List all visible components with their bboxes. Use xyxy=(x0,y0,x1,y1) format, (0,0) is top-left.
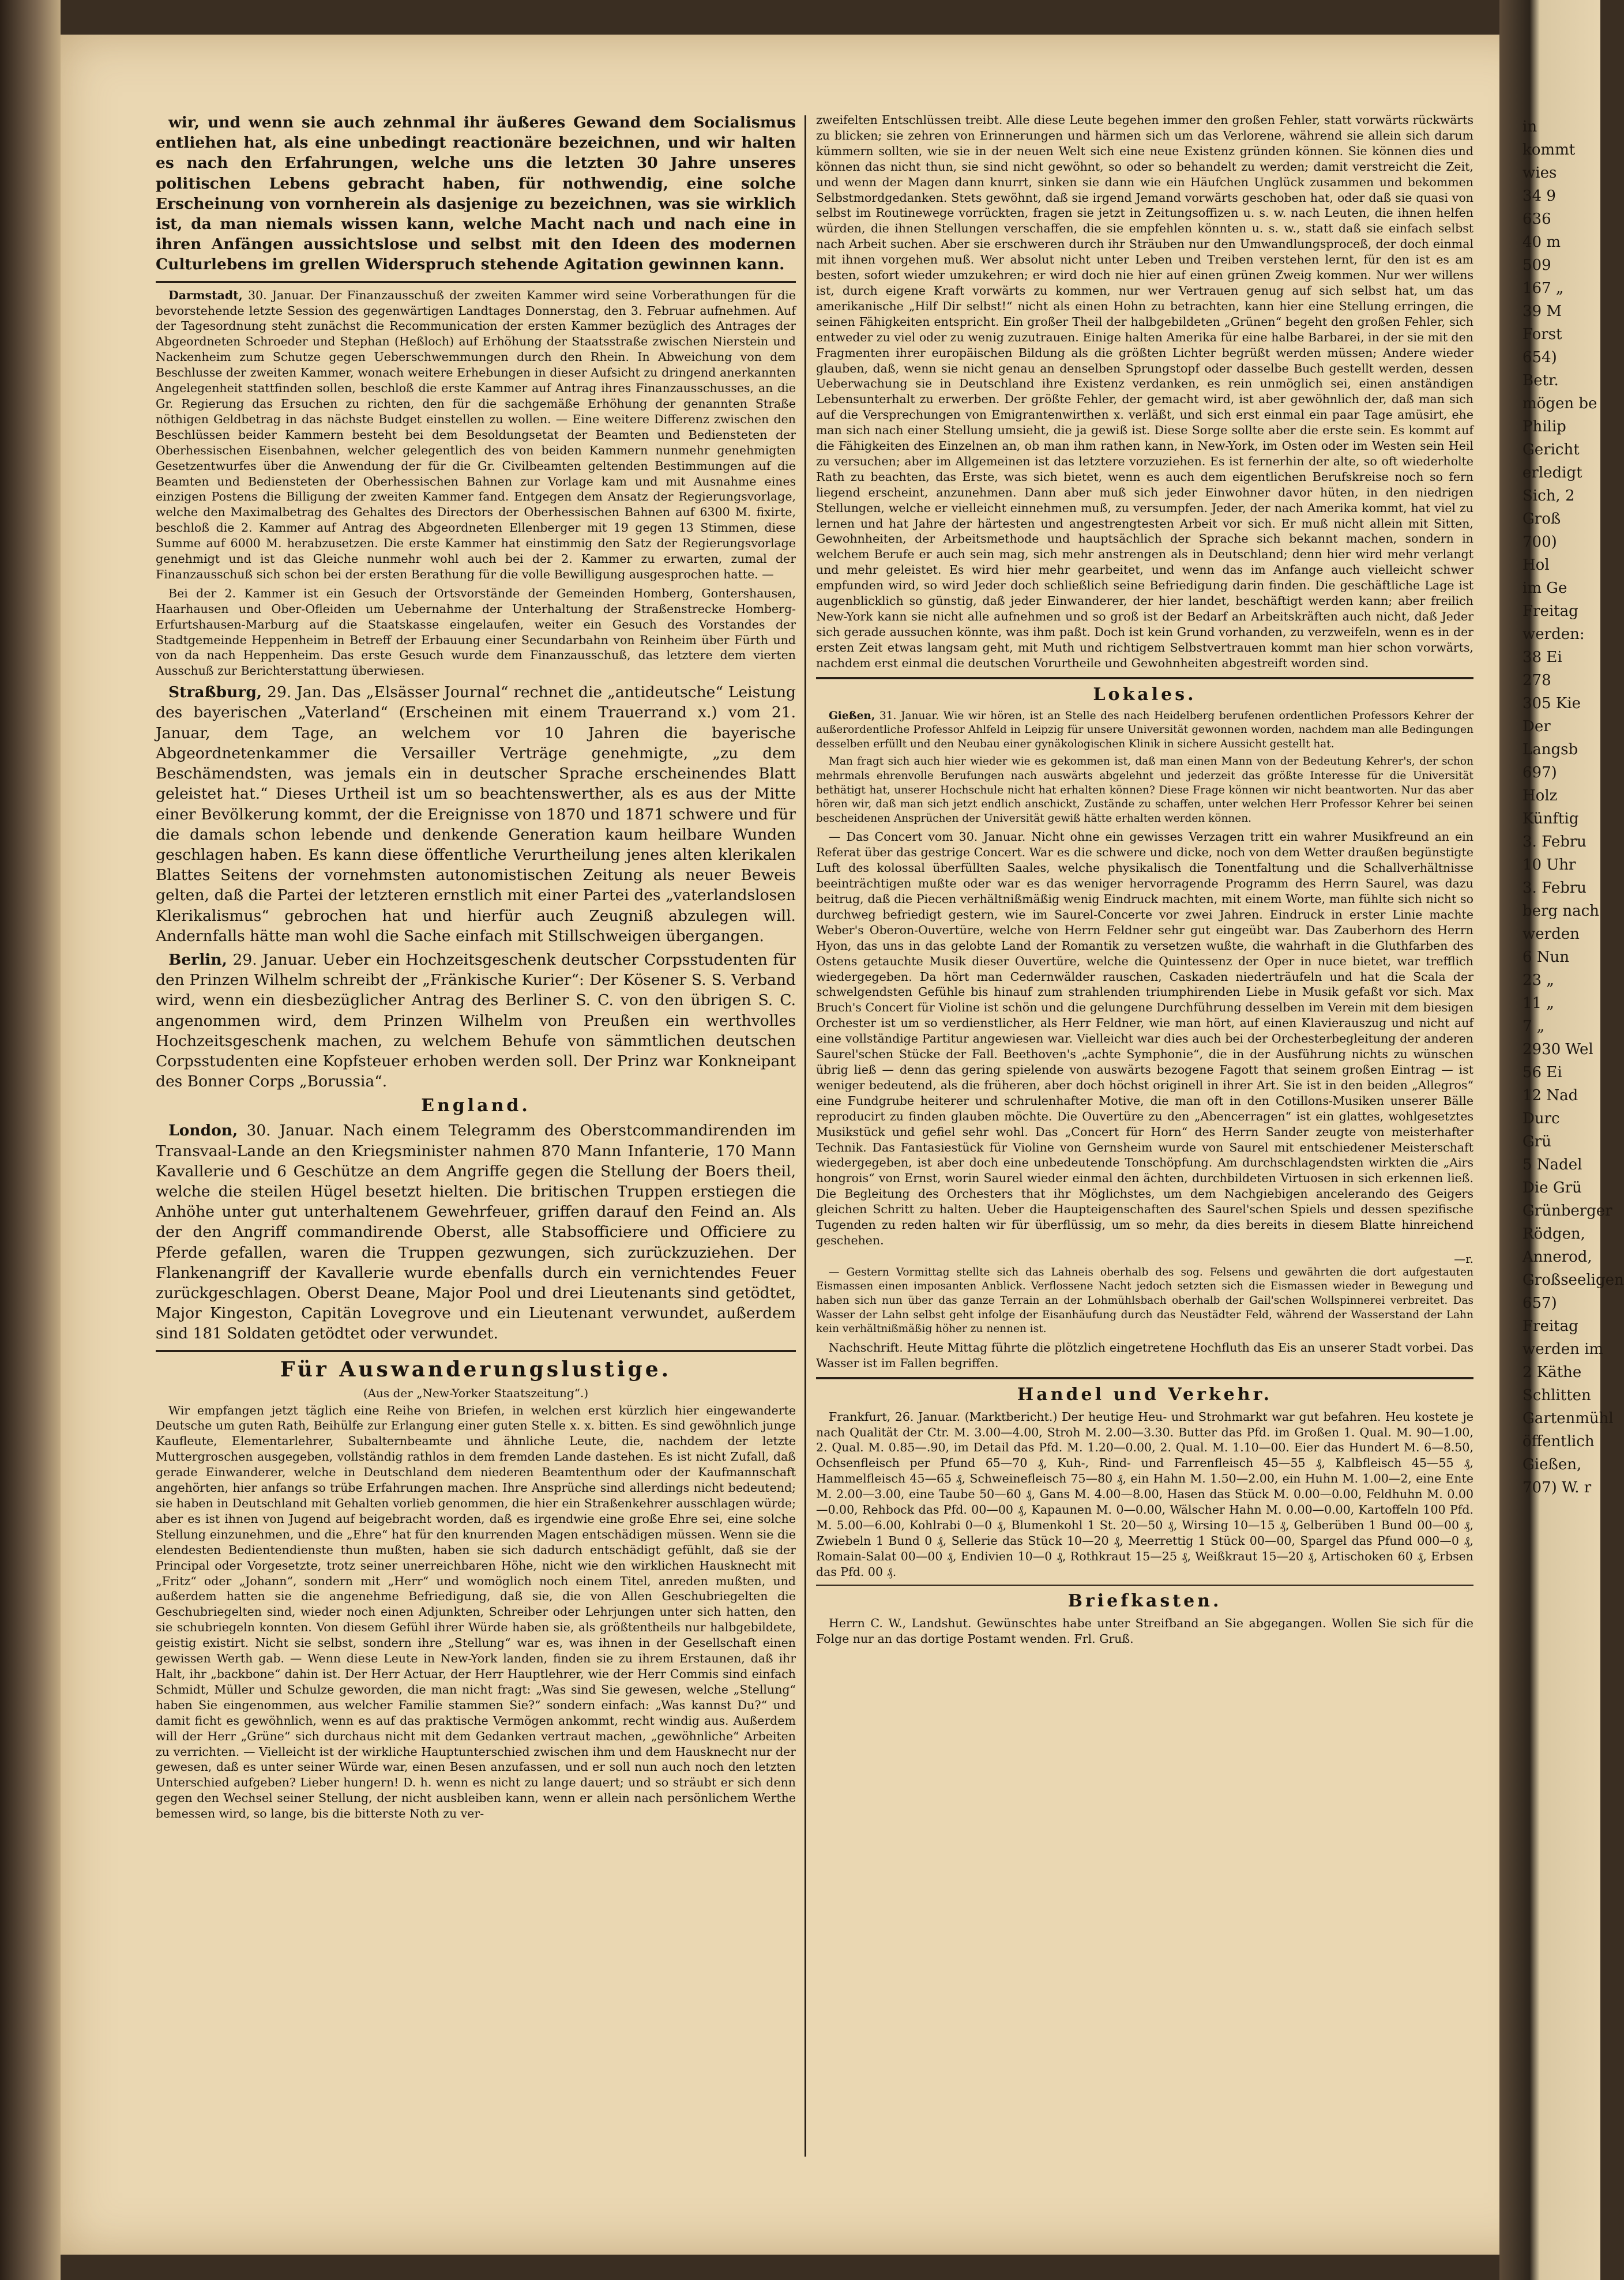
strip-fragment: Grü xyxy=(1522,1133,1551,1150)
strip-fragment: Gartenmühl xyxy=(1522,1410,1614,1427)
strip-fragment: 697) xyxy=(1522,764,1557,781)
strip-fragment: 636 xyxy=(1522,210,1551,228)
market-report: Frankfurt, 26. Januar. (Marktbericht.) Der heutige Heu- und Strohmarkt war gut befahren. Heu kostete je nach Qualität der Ctr. M. 3.00—4.00, Stroh M. 2.00—3.30. Butter das Pfd. im Großen 1. Qual. M. 90—1.00, 2. Qual. M. 0.85—.90, im Detail das Pfd. M. 1.20—0.00, 2. Qual. M. 1.10—00. Eier das Hundert M. 6—8.50, Ochsenfleisch per Pfund 65—70 ₰, Kuh-, Rind- und Farrenfleisch 45—55 ₰, Kalbfleisch 45—55 ₰, Hammelfleisch 45—65 ₰, Schweinefleisch 75—80 ₰, ein Hahn M. 1.50—2.00, ein Huhn M. 1.00—2, eine Ente M. 2.00—3.00, eine Taube 50—60 ₰, Gans M. 4.00—8.00, Hasen das Stück M. 0.00—0.00, Feldhuhn M. 0.00—0.00, Rehbock das Pfd. 00—00 ₰, Kapaunen M. 0—0.00, Wälscher Hahn M. 0.00—0.00, Kartoffeln 100 Pfd. M. 5.00—6.00, Kohlrabi 0—0 ₰, Blumenkohl 1 St. 20—50 ₰, Wirsing 10—15 ₰, Gelberüben 1 Bund 00—00 ₰, Zwiebeln 1 Bund 0 ₰, Sellerie das Stück 10—20 ₰, Meerrettig 1 Stück 00—00, Spargel das Pfund 000—0 ₰, Romain-Salat 00—00 ₰, Endivien 10—0 ₰, Rothkraut 15—25 ₰, Weißkraut 15—20 ₰, Artischoken 60 ₰, Erbsen das Pfd. 00 ₰. xyxy=(816,1409,1473,1579)
article-text: 31. Januar. Wie wir hören, ist an Stelle des nach Heidelberg berufenen ordentlichen Professors Kehrer der außerordentliche Professor Ahlfeld in Leipzig für unsere Universität gewonnen worden, nachdem man alle Bedingungen desselben erfüllt und den Neubau einer gynäkologischen Klinik in sichere Aussicht gestellt hat. xyxy=(816,709,1474,750)
strip-fragment: Philip xyxy=(1522,418,1566,435)
strip-fragment: 3. Febru xyxy=(1522,833,1587,851)
strip-fragment: 6 Nun xyxy=(1522,949,1570,966)
dateline-place: Gießen, xyxy=(829,709,875,722)
strip-fragment: Großseeligen xyxy=(1522,1271,1624,1289)
strip-fragment: Die Grü xyxy=(1522,1179,1582,1197)
section-heading-lokales: Lokales. xyxy=(1093,684,1197,705)
strip-fragment: öffentlich xyxy=(1522,1433,1595,1450)
strip-fragment: 167 „ xyxy=(1522,280,1564,297)
dateline-place: London, xyxy=(168,1122,238,1140)
darmstadt-article-2: Bei der 2. Kammer ist ein Gesuch der Ortsvorstände der Gemeinden Homberg, Gontershausen, Haarhausen und Ober-Ofleiden um Uebernahme der Unterhaltung der Straßenstrecke Homberg-Erfurtshausen-Marburg auf die Staatskasse eingelaufen, weiter ein Gesuch des Vorstandes der Stadtgemeinde Heppenheim in Betreff der Erbauung einer Secundarbahn von Reinheim über Fürth und von da nach Heppenheim. Das erste Gesuch wurde dem Finanzausschuß, das letztere dem vierten Ausschuß zur Berichterstattung überwiesen. xyxy=(156,586,796,678)
strip-fragment: 509 xyxy=(1522,257,1551,274)
strip-fragment: 654) xyxy=(1522,349,1557,366)
column-divider xyxy=(805,115,806,2157)
feuilleton-text: Wir empfangen jetzt täglich eine Reihe von Briefen, in welchen erst kürzlich hier eingewanderte Deutsche um guten Rath, Beihülfe zur Erlangung einer guten Stelle x. x. bitten. Es sind gewöhnlich junge Kaufleute, Elementarlehrer, Subalternbeamte und ähnliche Leute, die, nachdem der letzte Muttergroschen ausgegeben, vollständig rathlos in dem fremden Lande dastehen. Es ist nicht Zufall, daß gerade Einwanderer, welche in Deutschland dem niederen Beamtenthum oder der Kaufmannschaft angehörten, hier anfangs so trübe Erfahrungen machen. Ihre Ansprüche sind allerdings nicht bedeutend; sie haben in Deutschland mit Gehalten vorlieb genommen, die hier ein Straßenkehrer ausschlagen würde; aber es ist ihnen von Jugend auf beigebracht worden, daß es irgendwie eine große Ehre sei, eine solche Stellung einzunehmen, und die „Ehre“ hat für den knurrenden Magen entschädigen müssen. Wenn sie die elendesten Bedientendienste thun mußten, haben sie sich dadurch entschädigt gefühlt, daß sie der Principal oder Vorgesetzte, trotz seiner unerreichbaren Höhe, nicht wie den wirklichen Hausknecht mit „Fritz“ oder „Johann“, sondern mit „Herr“ und womöglich noch einem Titel, anreden mußten, und außerdem hatten sie die angenehme Befriedigung, daß sie, die von Allen Geschubriegelten die Geschubriegelten sind, wieder noch einen Adjunkten, Schreiber oder Lehrjungen unter sich hatten, den sie schubriegeln konnten. Von diesem Gefühl ihrer Würde haben sie, als größtentheils nur halbgebildete, geistig existirt. Nicht sie selbst, sondern ihre „Stellung“ war es, was ihnen in der Gesellschaft einen gewissen Werth gab. — Wenn diese Leute in New-York landen, finden sie zu ihrem Erstaunen, daß ihr Halt, ihr „backbone“ dahin ist. Der Herr Actuar, der Herr Hauptlehrer, wie der Herr Commis sind einfach Schmidt, Müller und Schulze geworden, die man nicht fragt: „Was sind Sie gewesen, welche „Stellung“ haben Sie eingenommen, aus welcher Familie stammen Sie?“ sondern einfach: „Was kannst Du?“ und damit ficht es gewöhnlich, wenn es auf das praktische Vermögen ankommt, recht windig aus. Außerdem will der Herr „Grüne“ sich durchaus nicht mit dem Gedanken vertraut machen, „gewöhnliche“ Arbeiten zu verrichten. — Vielleicht ist der wirkliche Hauptunterschied zwischen ihm und dem Hausknecht nur der gewesen, daß es unter seiner Würde war, einen Besen anzufassen, und er soll nun auch noch den letzten Unterschied aufgeben? Lieber hungern! D. h. wenn es nicht zu lange dauert; und so sträubt er sich denn gegen den Wechsel seiner Stellung, der nicht ausbleiben kann, wenn er allein nach persönlichem Werthe bemessen wird, so lange, bis die bitterste Noth zu ver- xyxy=(156,1403,796,1821)
article-text: 30. Januar. Der Finanzausschuß der zweiten Kammer wird seine Vorberathungen für die bevorstehende letzte Session des gegenwärtigen Landtages Donnerstag, den 3. Februar aufnehmen. Auf der Tagesordnung steht zunächst die Recommunication der ersten Kammer bezüglich des Antrages der Abgeordneten Schroeder und Stephan (Heßloch) auf Erhöhung der Staatsstraße zwischen Nierstein und Nackenheim zum Schutze gegen Ueberschwemmungen durch den Rhein. In Abweichung von dem Beschlusse der zweiten Kammer, wonach weitere Erhebungen in dieser Aufsicht zu dringend anerkannten Angelegenheit stattfinden sollen, beschloß die erste Kammer auf Antrag ihres Finanzausschusses, an die Gr. Regierung das Ersuchen zu richten, den für die sachgemäße Erhöhung der genannten Straße nöthigen Geldbetrag in das nächste Budget einstellen zu wollen. — Eine weitere Differenz zwischen den Beschlüssen beider Kammern besteht bei dem Besoldungsetat der Beamten und Bediensteten der Oberhessischen Eisenbahnen, welcher gelegentlich des von beiden Kammern nunmehr genehmigten Gesetzentwurfes über die Anwendung der für die Gr. Civilbeamten geltenden Bestimmungen auf die Beamten und Bediensteten der Oberhessischen Bahnen zur Vorlage kam und mit Ausnahme eines einzigen Postens die Billigung der zweiten Kammer fand. Entgegen dem Ansatz der Regierungsvorlage, welche den Maximalbetrag des Gehaltes des Directors der Oberhessischen Bahnen auf 6300 M. fixirte, beschloß die 2. Kammer auf Antrag des Abgeordneten Ellenberger mit 19 gegen 13 Stimmen, diese Summe auf 6000 M. herabzusetzen. Die erste Kammer hat einstimmig den Satz der Regierungsvorlage genehmigt und ist das Gleiche nunmehr wohl auch bei der 2. Kammer zu erwarten, zumal der Finanzausschuß sich schon bei der ersten Berathung für die volle Bewilligung ausgesprochen hatte. — xyxy=(156,288,796,581)
strip-fragment: Freitag xyxy=(1522,603,1578,620)
strip-fragment: 707) W. r xyxy=(1522,1479,1592,1496)
section-rule xyxy=(816,1377,1473,1379)
author-signature: —r. xyxy=(1454,1251,1473,1266)
strip-fragment: im Ge xyxy=(1522,580,1567,597)
strip-fragment: 11 „ xyxy=(1522,995,1554,1012)
concert-review: — Das Concert vom 30. Januar. Nicht ohne ein gewisses Verzagen tritt ein wahrer Musikfreund an ein Referat über das gestrige Concert. War es die schwere und dicke, noch von dem Wetter draußen begünstigte Luft des kolossal überfüllten Saales, welche physikalisch die Tonentfaltung und die Schallverhältnisse beeinträchtigen mußte oder war es das weniger hervorragende Programm des Herrn Saurel, was dazu beitrug, daß die Piecen verhältnißmäßig wenig Eindruck machten, mit einem Worte, man fühlte sich nicht so durchweg befriedigt gestern, wie im Saurel-Concerte vor zwei Jahren. Eindruck in erster Linie machte Weber's Oberon-Ouvertüre, welche von Herrn Feldner sehr gut eingeübt war. Das Zauberhorn des Herrn Hyon, das uns in das gelobte Land der Romantik zu versetzen wußte, die wahrhaft in die Gluthfarben des Ostens getauchte Musik dieser Ouvertüre, welche die Quintessenz der Oper in nuce bietet, war trefflich wiedergegeben. Da hört man Cedernwälder rauschen, Caskaden niederträufeln und hat die Scala der schwelgendsten Gefühle bis hinauf zum strahlenden triumphirenden Liebe in Musik gefaßt vor sich. Max Bruch's Concert für Violine ist schön und die gelungene Durchführung desselben im Verein mit dem biesigen Orchester ist um so verdienstlicher, als Herr Feldner, wie man hört, auf einen Klavierauszug und nicht auf eine vollständige Partitur angewiesen war. Vielleicht war dies auch bei der Orchesterbegleitung der anderen Saurel'schen Stücke der Fall. Beethoven's „achte Symphonie“, die in der Ausführung nichts zu wünschen übrig ließ — denn das gering spielende von auswärts bezogene Fagott that seinem großen Eintrag — ist weniger bedeutend, als die früheren, aber doch höchst originell in ihrer Art. Sie ist in den beiden „Allegros“ eine Fundgrube heiterer und schrulenhafter Motive, die man oft in den Cotillons-Musiken unserer Bälle reproducirt zu finden glauben möchte. Die Ouvertüre zu den „Abencerragen“ ist ein glattes, wohlgesetztes Musikstück und gefiel sehr wohl. Das „Concert für Horn“ des Herrn Sander zeugte von meisterhafter Technik. Das Fantasiestück für Violine von Gernsheim wurde von Saurel mit entschiedener Meisterschaft wiedergegeben, ist aber doch eine unbedeutende Tonschöpfung. Am durchschlagendsten wirkten die „Airs hongrois“ von Ernst, worin Saurel wieder einmal den ächten, durchbildeten Virtuosen in sich erkennen ließ. Die Begleitung des Orchesters that ihr Möglichstes, um dem Nachgiebigen ancelerando des Geigers gleichen Schritt zu halten. Ueber die Haupteigenschaften des Saurel'schen Spiels und dessen spezifische Tugenden zu reden halten wir für überflüssig, um so mehr, da dies bereits in diesem Blatte hinreichend geschehen. xyxy=(816,830,1473,1247)
strip-fragment: Forst xyxy=(1522,326,1562,343)
strip-fragment: 38 Ei xyxy=(1522,649,1562,666)
dateline-place: Darmstadt, xyxy=(168,288,243,302)
strip-fragment: Der xyxy=(1522,718,1551,735)
section-heading-briefkasten: Briefkasten. xyxy=(1067,1590,1222,1611)
strip-fragment: 657) xyxy=(1522,1295,1557,1312)
strip-fragment: Langsb xyxy=(1522,741,1578,758)
strip-fragment: erledigt xyxy=(1522,464,1582,481)
letterbox-note: Herrn C. W., Landshut. Gewünschtes habe unter Streifband an Sie abgegangen. Wollen Sie sich für die Folge nur an das dortige Postamt wenden. Frl. Gruß. xyxy=(816,1616,1473,1646)
strip-fragment: 7 „ xyxy=(1522,1018,1545,1035)
strip-fragment: 23 „ xyxy=(1522,972,1554,989)
article-text: 30. Januar. Nach einem Telegramm des Oberstcommandirenden im Transvaal-Lande an den Kriegsminister nahmen 870 Mann Infanterie, 170 Mann Kavallerie und 6 Geschütze an dem Angriffe gegen die Stellung der Boers theil, welche die steilen Hügel besetzt hielten. Die britischen Truppen erstiegen die Anhöhe unter gut unterhaltenem Gewehrfeuer, griffen darauf den Feind an. Als der den Angriff commandirende Oberst, alle Stabsofficiere und Officiere zu Pferde gefallen, waren die Truppen gezwungen, sich zurückzuziehen. Der Flankenangriff der Kavallerie wurde ebenfalls durch ein vernichtendes Feuer zurückgeschlagen. Oberst Deane, Major Pool und drei Lieutenants sind getödtet, Major Kingeston, Capitän Lovegrove und ein Lieutenant verwundet, außerdem sind 181 Soldaten getödtet oder verwundet. xyxy=(156,1122,796,1343)
strip-fragment: Gießen, xyxy=(1522,1456,1582,1473)
section-heading-england: England. xyxy=(421,1096,531,1116)
next-page-fragment xyxy=(1522,115,1624,2249)
section-rule xyxy=(156,1350,796,1352)
strip-fragment: 10 Uhr xyxy=(1522,856,1576,874)
strip-fragment: Schlitten xyxy=(1522,1387,1591,1404)
strip-fragment: 2 Käthe xyxy=(1522,1364,1582,1381)
feuilleton-heading: Für Auswanderungslustige. xyxy=(280,1357,672,1382)
ice-report: — Gestern Vormittag stellte sich das Lahneis oberhalb des sog. Felsens und gewährten die dort aufgestauten Eismassen einen imposanten Anblick. Verflossene Nacht jedoch setzten sich die Eismassen wieder in Bewegung und haben sich nun über das ganze Terrain an der Lohmühlsbach oberhalb der Gail'schen Wollspinnerei verbreitet. Das Wasser der Lahn selbst geht infolge der Eisanhäufung durch das Neustädter Feld, während der Wasserstand der Lahn kein verhältnißmäßig höher zu nennen ist. xyxy=(816,1266,1473,1335)
strip-fragment: 40 m xyxy=(1522,234,1561,251)
strip-fragment: 305 Kie xyxy=(1522,695,1581,712)
giessen-article-2: Man fragt sich auch hier wieder wie es gekommen ist, daß man einen Mann von der Bedeutung Kehrer's, der schon mehrmals ehrenvolle Berufungen nach auswärts abgelehnt und jederzeit das größte Interesse für die Universität bethätigt hat, unserer Hochschule nicht hat erhalten können? Diese Frage können wir nicht beantworten. Nur das aber hören wir, daß man sich jetzt endlich anschickt, Zustände zu schaffen, unter welchen Herr Professor Kehrer bei seinen bescheidenen Ansprüchen der Universität gewiß hätte erhalten werden können. xyxy=(816,755,1473,825)
strip-fragment: in xyxy=(1522,118,1537,136)
strip-fragment: Groß xyxy=(1522,510,1561,528)
berlin-article xyxy=(156,950,796,1092)
strip-fragment: werden im xyxy=(1522,1341,1604,1358)
strip-fragment: Freitag xyxy=(1522,1318,1578,1335)
book-binding-left xyxy=(0,0,61,2280)
strip-fragment: 34 9 xyxy=(1522,187,1556,205)
section-heading-handel: Handel und Verkehr. xyxy=(1017,1384,1273,1405)
column-right xyxy=(816,112,1473,2159)
strip-fragment: mögen be xyxy=(1522,395,1597,412)
section-rule xyxy=(156,281,796,283)
strip-fragment: 39 M xyxy=(1522,303,1562,320)
strip-fragment: Künftig xyxy=(1522,810,1579,827)
strip-fragment: 2930 Wel xyxy=(1522,1041,1593,1058)
strip-fragment: Durc xyxy=(1522,1110,1560,1127)
darmstadt-article xyxy=(156,288,796,582)
strip-fragment: 5 Nadel xyxy=(1522,1156,1582,1173)
strip-fragment: 3. Febru xyxy=(1522,879,1587,897)
london-article xyxy=(156,1120,796,1344)
strip-fragment: Gericht xyxy=(1522,441,1580,458)
dateline-place: Berlin, xyxy=(168,950,227,969)
strip-fragment: Hol xyxy=(1522,556,1550,574)
strip-fragment: Sich, 2 xyxy=(1522,487,1575,505)
strip-fragment: Annerod, xyxy=(1522,1248,1592,1266)
feuilleton-source: (Aus der „New-Yorker Staatszeitung“.) xyxy=(363,1386,589,1400)
intro-paragraph: wir, und wenn sie auch zehnmal ihr äußeres Gewand dem Socialismus entliehen hat, als eine unbedingt reactionäre bezeichnen, und wir halten es nach den Erfahrungen, welche uns die letzten 30 Jahre unseres politischen Lebens gebracht haben, für nothwendig, eine solche Erscheinung von vornherein als dasjenige zu bezeichnen, was sie wirklich ist, da man niemals wissen kann, welche Macht nach und nach eine in ihren Anfängen aussichtslose und selbst mit den Ideen des modernen Culturlebens im grellen Widerspruch stehende Agitation gewinnen kann. xyxy=(156,114,796,274)
section-rule xyxy=(816,1585,1473,1586)
giessen-article xyxy=(816,709,1473,752)
strassburg-article xyxy=(156,682,796,946)
strip-fragment: Rödgen, xyxy=(1522,1225,1585,1243)
feuilleton-continued: zweifelten Entschlüssen treibt. Alle diese Leute begehen immer den großen Fehler, statt vorwärts rückwärts zu blicken; sie zehren von Erinnerungen und härmen sich um das Verlorene, während sie allein sich darum kümmern sollten, wie sie in der neuen Welt sich eine neue Existenz gründen können. Sie können dies und können das nicht thun, sie sind nicht gewöhnt, so oder so behandelt zu werden; damit verstreicht die Zeit, und wenn der Magen dann knurrt, sinken sie dann wie ein Häufchen Unglück zusammen und bekommen Selbstmordgedanken. Stets gewöhnt, daß sie irgend Jemand vorwärts geschoben hat, oder daß sie quasi von selbst im Routinewege vorrückten, fragen sie jetzt in Zeitungsoffizen u. s. w. nach Leuten, die ihnen helfen würden, die ihnen Stellungen verschaffen, die sie empfehlen könnten u. s. w., statt daß sie einfach selbst nach Arbeit suchen. Aber sie erschweren durch ihr Sträuben nur den Umwandlungsproceß, der doch einmal mit ihnen vorgehen muß. Wer absolut nicht unter Leben und Treiben verstehen lernt, für den ist es am besten, sofort wieder umzukehren; er wird doch nie hier auf einen grünen Zweig kommen. Nur wer willens ist, durch eigene Kraft vorwärts zu kommen, nur wer Vertrauen genug auf sich selbst hat, um das amerikanische „Hilf Dir selbst!“ nicht als einen Hohn zu betrachten, kann hier eine Stellung erringen, die seinen Fähigkeiten entspricht. Ein großer Theil der halbgebildeten „Grünen“ begeht den großen Fehler, sich entweder zu viel oder zu wenig zuzutrauen. Einige halten Amerika für eine halbe Barbarei, in der sie mit den Fragmenten ihrer europäischen Bildung als die größten Lichter begrüßt werden müssen; Andere wieder glauben, daß, wenn sie nicht genau an denselben Sprungstopf oder dasselbe Buch gestellt werden, dessen Ueberwachung sie in Deutschland ihre Existenz verdanken, es rein unmöglich sei, einen anständigen Lebensunterhalt zu erwerben. Der größte Fehler, der gemacht wird, ist aber gewöhnlich der, daß man sich auf die Versprechungen von Emigrantenwirthen x. verläßt, und sich erst einmal ein paar Tage amüsirt, ehe man sich nach einer Stellung umsieht, die ja gewiß ist. Diese Sorge sollte aber die erste sein. Es kommt auf die Fähigkeiten des Einzelnen an, ob man ihm rathen kann, in New-York, im Osten oder im Westen sein Heil zu versuchen; aber im Allgemeinen ist das letztere vorzuziehen. Es ist fernerhin der alte, so oft wiederholte Rath zu beachten, das Erste, was sich bietet, wenn es auch dem eigentlichen Berufskreise noch so fern liegend erscheint, anzunehmen. Dann aber muß sich jeder Einwohner davor hüten, in den niedrigen Stellungen, welche er vielleicht einnehmen muß, zu versumpfen. Jeder, der nach Amerika kommt, hat viel zu lernen und hat Jahre der härtesten und angestrengtesten Arbeit vor sich. Er muß nicht allein mit Sitten, Gewohnheiten, der Arbeitsmethode und hauptsächlich der Sprache sich bekannt machen, sondern in welchem Berufe er auch sein mag, sich mehr anstrengen als in Deutschland; denn hier wird mehr verlangt und mehr geleistet. Es wird hier mehr gearbeitet, und wenn das im Anfange auch vielleicht schwer empfunden wird, so wird Jeder doch schließlich seine Befriedigung darin finden. Die geschäftliche Lage ist augenblicklich so günstig, daß jeder Einwanderer, der hier landet, beschäftigt werden kann; aber freilich New-York kann sie nicht alle aufnehmen und so groß ist der Bedarf an Arbeitskräften auch nicht, daß Jeder sich gerade aussuchen könnte, was ihm paßt. Doch ist kein Grund vorhanden, zu verzweifeln, wenn es in der ersten Zeit etwas langsam geht, mit Muth und richtigem Selbstvertrauen kommt man hier schon vorwärts, nachdem erst einmal die deutschen Vorurtheile und Gewohnheiten abgestreift worden sind. xyxy=(816,113,1473,670)
strip-fragment: berg nach xyxy=(1522,902,1599,920)
strip-fragment: Betr. xyxy=(1522,372,1559,389)
strip-fragment: 56 Ei xyxy=(1522,1064,1562,1081)
strip-fragment: Grünberger xyxy=(1522,1202,1612,1220)
strip-fragment: werden: xyxy=(1522,626,1585,643)
strip-fragment: 278 xyxy=(1522,672,1551,689)
postscript: Nachschrift. Heute Mittag führte die plötzlich eingetretene Hochfluth das Eis an unserer Stadt vorbei. Das Wasser ist im Fallen begriffen. xyxy=(816,1340,1473,1370)
strip-fragment: 12 Nad xyxy=(1522,1087,1578,1104)
column-left xyxy=(156,112,796,2159)
section-rule xyxy=(816,677,1473,679)
article-text: 29. Januar. Ueber ein Hochzeitsgeschenk deutscher Corpsstudenten für den Prinzen Wilhelm schreibt der „Fränkische Kurier“: Der Kösener S. S. Verband wird, wenn ein diesbezüglicher Antrag des Berliner S. C. von den übrigen S. C. angenommen wird, dem Prinzen Wilhelm von Preußen ein werthvolles Hochzeitsgeschenk machen, zu welchem Behufe von sämmtlichen deutschen Corpsstudenten eine Kopfsteuer erhoben werden soll. Der Prinz war Konkneipant des Bonner Corps „Borussia“. xyxy=(156,950,796,1091)
strip-fragment: kommt xyxy=(1522,141,1576,159)
strip-fragment: werden xyxy=(1522,925,1580,943)
article-text: 29. Jan. Das „Elsässer Journal“ rechnet die „antideutsche“ Leistung des bayerischen „Vaterland“ (Erscheinen mit einem Trauerrand x.) vom 21. Januar, dem Tage, an welchem vor 10 Jahren die bayerische Abgeordnetenkammer die Versailler Verträge genehmigte, „zu dem Beschämendsten, was jemals ein in deutscher Sprache erscheinendes Blatt geleistet hat.“ Dieses Urtheil ist um so beachtenswerther, als es aus der Mitte einer Bevölkerung kommt, der die Ereignisse von 1870 und 1871 schwere und für die damals schon lebende und denkende Generation kaum heilbare Wunden geschlagen haben. Es kann diese öffentliche Verurtheilung jenes alten klerikalen Blattes Seitens der vornehmsten autonomistischen Zeitung als neuer Beweis gelten, daß die Partei der letzteren ernstlich mit einer Partei des „vaterlandslosen Klerikalismus“ gebrochen hat und hierfür auch Zeugniß abzulegen will. Andernfalls hätte man wohl die Sache einfach mit Stillschweigen übergangen. xyxy=(156,683,796,945)
strip-fragment: wies xyxy=(1522,164,1557,182)
strip-fragment: Holz xyxy=(1522,787,1558,804)
strip-fragment: 700) xyxy=(1522,533,1557,551)
dateline-place: Straßburg, xyxy=(168,683,262,702)
